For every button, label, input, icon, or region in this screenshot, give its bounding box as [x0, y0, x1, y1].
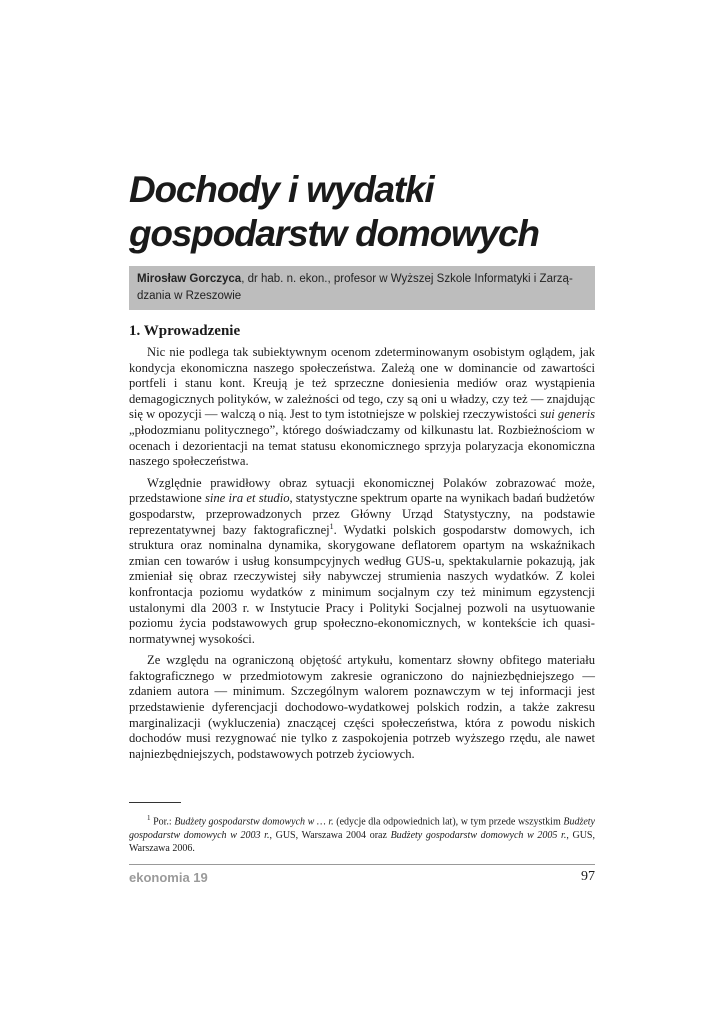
paragraph-3: [129, 653, 595, 762]
author-affiliation: , dr hab. n. ekon., profesor w Wyższej Szkole Informatyki i Zarzą-dzania w Rzeszowie: [137, 273, 573, 302]
footnote-text: , GUS, Warszawa 2006.: [129, 829, 595, 855]
author-info-box: [129, 266, 595, 310]
footnote-emphasis: Budżety gospodarstw domowych w 2003 r.: [129, 816, 595, 841]
paragraph-2: [129, 476, 595, 648]
footnote-text: (edycje dla odpowiednich lat), w tym przede wszystkim: [333, 816, 564, 828]
footnote-text: , GUS, Warszawa 2004 oraz: [269, 829, 391, 841]
footnote-number: 1: [147, 814, 151, 822]
paragraph-emphasis: sui generis: [540, 407, 595, 422]
section-heading: 1. Wprowadzenie: [129, 323, 241, 339]
footer-divider: [129, 864, 595, 865]
author-name: Mirosław Gorczyca: [137, 273, 242, 285]
footnote-divider: [129, 802, 181, 803]
page-number: 97: [581, 869, 595, 884]
paragraph-1: [129, 345, 595, 470]
footnote-emphasis: Budżety gospodarstw domowych w 2005 r.: [390, 829, 567, 841]
article-title: [129, 168, 599, 256]
paragraph-text: Względnie prawidłowy obraz sytuacji ekonomicznej Polaków zobrazować może, przedstawione: [129, 475, 595, 506]
footnote: [129, 812, 595, 856]
footnote-reference[interactable]: 1: [329, 521, 334, 531]
journal-name: ekonomia 19: [129, 870, 208, 885]
paragraph-text: . Wydatki polskich gospodarstw domowych, ich struktura oraz nominalna dynamika, skorygowane deflatorem opartym na wskaźnikach zmian cen towarów i usług konsumpcyjnych według GUS-u, spektakularnie pokazują, jak zmieniał się obraz rzeczywistej siły nabywczej strumienia naszych wydatków. Z kolei konfrontacja poziomu wydatków z minimum socjalnym czy też minimum egzystencji ustalonymi dla 2003 r. w Instytucie Pracy i Polityki Socjalnej pozwoli na usytuowanie poziomu życia podstawowych grup społeczno-ekonomicznych, w kontekście ich quasi-normatywnej wysokości.: [129, 522, 595, 646]
paragraph-emphasis: sine ira et studio: [204, 491, 290, 506]
article-body: [129, 345, 595, 768]
paragraph-text: Nic nie podlega tak subiektywnym ocenom zdeterminowanym osobistym oglądem, jak kondycja ekonomiczna naszego społeczeństwa. Zależą one w dominancie od zawartości portfeli i stanu kont. Kreują je też sprzeczne doniesienia mediów oraz wystąpienia demagogicznych polityków, w zależności od tego, czy są oni u władzy, czy też — znajdując się w opozycji — walczą o nią. Jest to tym istotniejsze w polskiej rzeczywistości: [129, 345, 595, 422]
paragraph-text: , statystyczne spektrum oparte na wynikach badań budżetów gospodarstw, przeprowadzonych przez Główny Urząd Statystyczny, na podstawie reprezentatywnej bazy faktograficznej: [129, 491, 596, 537]
paragraph-text: Ze względu na ograniczoną objętość artykułu, komentarz słowny obfitego materiału faktograficznego w przedmiotowym zakresie ograniczono do najniezbędniejszego — zdaniem autora — minimum. Szczególnym walorem poznawczym w tej informacji jest przedstawienie dyferencjacji dochodowo-wydatkowej polskich rodzin, a także zakresu marginalizacji (wykluczenia) znaczącej części społeczeństwa, która z powodu niskich dochodów musi rezygnować nie tylko z zaspokojenia potrzeb wyższego rzędu, ale nawet najniezbędniejszych, podstawowych potrzeb życiowych.: [129, 653, 595, 761]
title-line-1: Dochody i wydatki: [129, 169, 434, 210]
title-line-2: gospodarstw domowych: [129, 213, 539, 254]
paragraph-text: „płodozmianu politycznego”, którego doświadczamy od kilkunastu lat. Rozbieżnościom w ocenach i dezorientacji na temat statusu ekonomicznego sprzyja polaryzacja ekonomiczna naszego społeczeństwa.: [129, 422, 595, 469]
footnote-emphasis: Budżety gospodarstw domowych w … r.: [174, 816, 334, 828]
footnote-text: Por.:: [153, 816, 175, 828]
